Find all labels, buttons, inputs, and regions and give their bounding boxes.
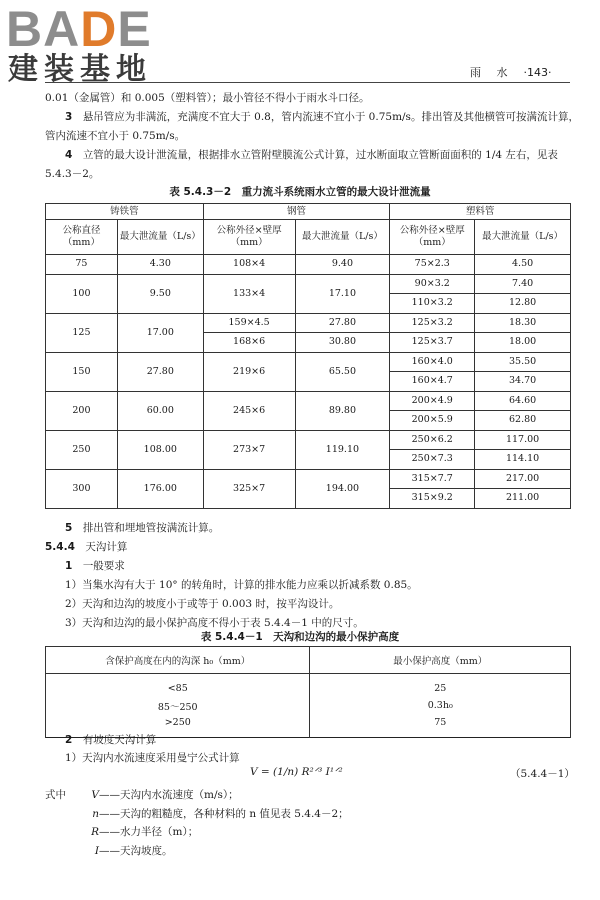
item-1-1: 1）当集水沟有大于 10° 的转角时，计算的排水能力应乘以折减系数 0.85。 <box>65 579 418 591</box>
table-row: >250 75 <box>46 714 571 738</box>
table-row: 100 9.50 133×4 17.10 90×3.2 7.40 <box>46 274 571 294</box>
logo-brand: BADE <box>6 1 152 57</box>
header-rule <box>45 82 570 83</box>
table-riser-flow <box>45 203 571 509</box>
table-row: 200 60.00 245×6 89.80 200×4.9 64.60 <box>46 391 571 411</box>
section-5-4-4: 5.4.4 天沟计算 <box>45 541 128 553</box>
table2-caption: 表 5.4.4－1 天沟和边沟的最小保护高度 <box>200 631 400 643</box>
page-number: ·143· <box>523 66 552 79</box>
col-header: 公称直径（mm） <box>46 220 118 255</box>
group-plastic: 塑料管 <box>390 204 571 220</box>
item-2-1: 1）天沟内水流速度采用曼宁公式计算 <box>65 752 240 764</box>
table-row: 75 4.30 108×4 9.40 75×2.3 4.50 <box>46 255 571 275</box>
table-row: 250 108.00 273×7 119.10 250×6.2 117.00 <box>46 430 571 450</box>
group-cast-iron: 铸铁管 <box>46 204 204 220</box>
variable-definitions <box>45 786 349 860</box>
logo <box>6 1 178 87</box>
col-header: 公称外径×壁厚（mm） <box>390 220 475 255</box>
col-header: 最大泄流量（L/s） <box>475 220 571 255</box>
item-1-3: 3）天沟和边沟的最小保护高度不得小于表 5.4.4－1 中的尺寸。 <box>65 617 364 629</box>
group-steel: 钢管 <box>203 204 390 220</box>
definition-row: R——水力半径（m）； <box>91 826 199 838</box>
para-5: 5 排出管和埋地管按满流计算。 <box>65 522 220 534</box>
table-row: 160×4.7 34.70 <box>46 372 571 392</box>
col-header: 最小保护高度（mm） <box>310 647 571 674</box>
table1-caption: 表 5.4.3－2 重力流斗系统雨水立管的最大设计泄流量 <box>169 186 431 198</box>
table-row: <85 25 <box>46 674 571 698</box>
table-row: 110×3.2 12.80 <box>46 294 571 314</box>
item-1-2: 2）天沟和边沟的坡度小于或等于 0.003 时，按平沟设计。 <box>65 598 340 610</box>
table-row: 250×7.3 114.10 <box>46 450 571 470</box>
col-header: 最大泄流量（L/s） <box>295 220 390 255</box>
table-row: 300 176.00 325×7 194.00 315×7.7 217.00 <box>46 469 571 489</box>
definition-row: 式中 V——天沟内水流速度（m/s）； <box>45 789 239 801</box>
para-3: 3 悬吊管应为非满流，充满度不宜大于 0.8，管内流速不宜小于 0.75m/s。排出管及其他横管可按满流计算，管内流速不宜小于 0.75m/s。 <box>45 111 579 142</box>
table-row: 200×5.9 62.80 <box>46 411 571 431</box>
table-row: 315×9.2 211.00 <box>46 489 571 509</box>
para-continuation: 0.01（金属管）和 0.005（塑料管）；最小管径不得小于雨水斗口径。 <box>45 92 370 104</box>
col-header: 最大泄流量（L/s） <box>117 220 203 255</box>
section-title: 雨 水 <box>470 66 514 79</box>
item-1: 1 一般要求 <box>65 560 125 572</box>
definition-row: I——天沟坡度。 <box>94 844 173 857</box>
col-header: 含保护高度在内的沟深 h₀（mm） <box>46 647 310 674</box>
running-header <box>470 64 552 80</box>
logo-chinese: 建装基地 <box>8 52 152 87</box>
col-header: 公称外径×壁厚（mm） <box>203 220 295 255</box>
item-2: 2 有坡度天沟计算 <box>65 734 157 746</box>
table-row: 168×6 30.80 125×3.7 18.00 <box>46 333 571 353</box>
table-row: 125 17.00 159×4.5 27.80 125×3.2 18.30 <box>46 313 571 333</box>
manning-formula <box>250 766 575 780</box>
table-min-protection-height <box>45 646 571 738</box>
formula-text: V = (1/n) R²ᐟ³ I¹ᐟ² <box>250 766 343 778</box>
table-row: 85～250 0.3h₀ <box>46 697 571 714</box>
para-4: 4 立管的最大设计泄流量，根据排水立管附壁膜流公式计算，过水断面取立管断面面积的 1/4 左右，见表 5.4.3－2。 <box>45 149 558 180</box>
table-row: 150 27.80 219×6 65.50 160×4.0 35.50 <box>46 352 571 372</box>
equation-number: （5.4.4－1） <box>510 768 575 780</box>
definition-row: n——天沟的粗糙度，各种材料的 n 值见表 5.4.4－2； <box>92 807 349 820</box>
